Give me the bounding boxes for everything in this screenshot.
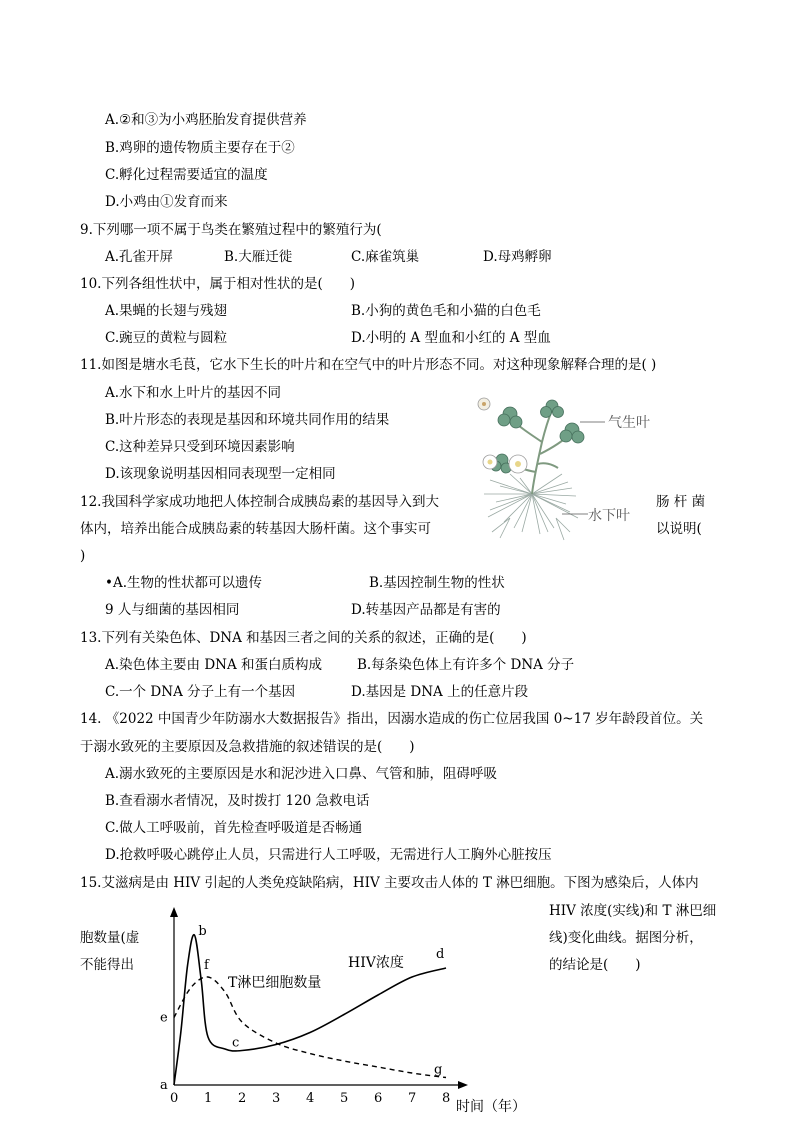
q9-option-a: A.孔雀开屏	[105, 249, 174, 265]
q12-line3: )	[80, 548, 86, 564]
q11-stem: 11.如图是塘水毛茛，它水下生长的叶片和在空气中的叶片形态不同。对这种现象解释合理的是( )	[80, 357, 657, 373]
q14-option-b: B.查看溺水者情况，及时拨打 120 急救电话	[105, 793, 370, 809]
point-label-e: e	[160, 1010, 168, 1026]
q15-left3: 不能得出	[80, 957, 134, 973]
x-tick-label: 0	[170, 1091, 179, 1106]
q11-option-b: B.叶片形态的表现是基因和环境共同作用的结果	[105, 412, 390, 428]
point-label-a: a	[160, 1078, 168, 1093]
q13-stem: 13.下列有关染色体、DNA 和基因三者之间的关系的叙述，正确的是( )	[80, 630, 527, 646]
q10-option-c: C.豌豆的黄粒与圆粒	[105, 330, 228, 346]
q10-stem: 10.下列各组性状中，属于相对性状的是( )	[80, 276, 356, 292]
q8-option-a: A.②和③为小鸡胚胎发育提供营养	[105, 112, 307, 128]
q12-line2-left: 体内，培养出能合成胰岛素的转基因大肠杆菌。这个事实可	[80, 521, 431, 537]
q12-option-c: 9 人与细菌的基因相同	[105, 602, 240, 618]
point-label-c: c	[232, 1035, 240, 1051]
q13-option-a: A.染色体主要由 DNA 和蛋白质构成	[105, 657, 323, 673]
series-tcell-line	[174, 977, 446, 1078]
q12-line2-right: 以说明(	[656, 521, 702, 537]
q13-option-d: D.基因是 DNA 上的任意片段	[351, 684, 529, 700]
q15-line1: 15.艾滋病是由 HIV 引起的人类免疫缺陷病，HIV 主要攻击人体的 T 淋巴细胞。下图为感染后，人体内	[80, 875, 699, 891]
q8-option-d: D.小鸡由①发育而来	[105, 194, 228, 210]
q9-stem: 9.下列哪一项不属于鸟类在繁殖过程中的繁殖行为(	[80, 222, 382, 238]
x-tick-label: 6	[374, 1091, 383, 1106]
q12-option-d: D.转基因产品都是有害的	[351, 602, 501, 618]
q8-option-b: B.鸡卵的遗传物质主要存在于②	[105, 140, 295, 156]
q15-right1: HIV 浓度(实线)和 T 淋巴细	[549, 903, 717, 919]
q10-option-d: D.小明的 A 型血和小红的 A 型血	[351, 330, 551, 346]
q14-line2: 于溺水致死的主要原因及急救措施的叙述错误的是( )	[80, 739, 415, 755]
q12-line1-left: 12.我国科学家成功地把人体控制合成胰岛素的基因导入到大	[80, 494, 439, 510]
q11-option-a: A.水下和水上叶片的基因不同	[105, 385, 282, 401]
x-tick-label: 1	[204, 1091, 213, 1106]
x-tick-label: 7	[408, 1091, 417, 1106]
q12-option-b: B.基因控制生物的性状	[369, 575, 505, 591]
q14-option-d: D.抢救呼吸心跳停止人员，只需进行人工呼吸，无需进行人工胸外心脏按压	[105, 847, 552, 863]
q10-option-b: B.小狗的黄色毛和小猫的白色毛	[351, 303, 541, 319]
q11-option-d: D.该现象说明基因相同表现型一定相同	[105, 466, 336, 482]
point-label-g: g	[434, 1062, 443, 1078]
x-axis-label: 时间（年）	[456, 1099, 526, 1115]
x-tick-label: 2	[238, 1091, 247, 1106]
q13-option-b: B.每条染色体上有许多个 DNA 分子	[357, 657, 575, 673]
x-tick-label: 8	[442, 1091, 451, 1106]
point-label-d: d	[436, 947, 445, 962]
q15-right2: 线)变化曲线。据图分析，	[549, 930, 703, 946]
q12-option-a: •A.生物的性状都可以遗传	[105, 575, 263, 591]
water-buttercup-illustration	[470, 382, 650, 544]
point-label-f: f	[204, 958, 209, 973]
q9-option-d: D.母鸡孵卵	[483, 249, 552, 265]
label-air-leaf: 气生叶	[608, 415, 650, 431]
q14-option-a: A.溺水致死的主要原因是水和泥沙进入口鼻、气管和肺，阻碍呼吸	[105, 766, 498, 782]
q8-option-c: C.孵化过程需要适宜的温度	[105, 167, 268, 183]
q15-right3: 的结论是( )	[549, 957, 641, 973]
series-hiv-line	[174, 935, 446, 1085]
y-axis-arrow	[170, 907, 178, 917]
q14-line1: 14. 《2022 中国青少年防溺水大数据报告》指出，因溺水造成的伤亡位居我国 0~17 岁年龄段首位。关	[80, 711, 704, 727]
q13-option-c: C.一个 DNA 分子上有一个基因	[105, 684, 296, 700]
hiv-tcell-chart	[150, 905, 540, 1115]
x-tick-label: 3	[272, 1091, 281, 1106]
chart-axes	[170, 907, 468, 1089]
underwater-leaves	[484, 474, 578, 540]
x-tick-label: 4	[306, 1091, 315, 1106]
point-label-b: b	[198, 924, 207, 939]
q10-option-a: A.果蝇的长翅与残翅	[105, 303, 228, 319]
q11-option-c: C.这种差异只受到环境因素影响	[105, 439, 295, 455]
q14-option-c: C.做人工呼吸前，首先检查呼吸道是否畅通	[105, 820, 363, 836]
q9-option-b: B.大雁迁徙	[224, 249, 293, 265]
x-axis-arrow	[458, 1081, 468, 1089]
label-underwater-leaf: 水下叶	[588, 508, 630, 524]
q12-line1-right: 肠 杆 菌	[656, 494, 706, 510]
q15-left2: 胞数量(虚	[80, 930, 140, 946]
legend-hiv: HIV浓度	[348, 955, 404, 971]
legend-tcell: T淋巴细胞数量	[228, 975, 322, 991]
q9-option-c: C.麻雀筑巢	[351, 249, 420, 265]
x-tick-label: 5	[340, 1091, 349, 1106]
